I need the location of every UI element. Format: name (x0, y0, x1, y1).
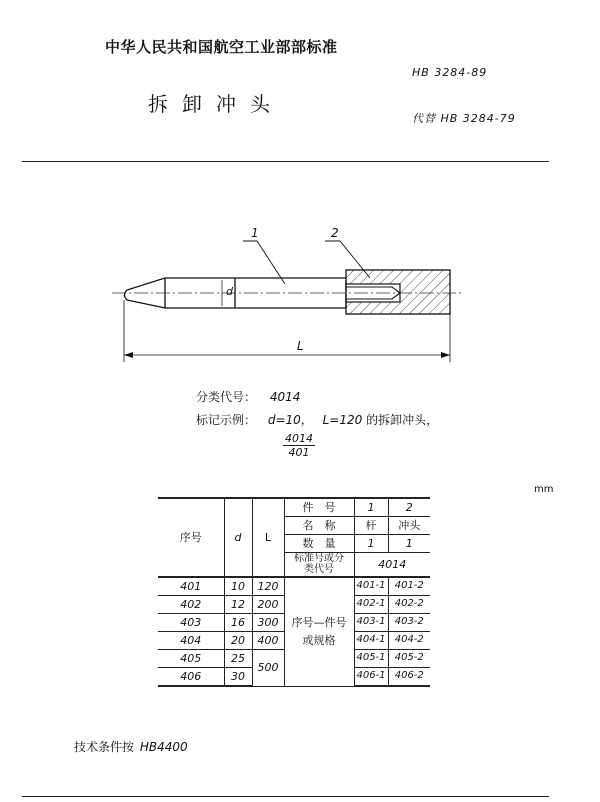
dim-L-label: L (297, 339, 304, 353)
qty-label: 数 量 (284, 535, 354, 553)
fraction-numerator: 4014 (285, 432, 313, 445)
header-L: L (252, 498, 284, 577)
table-row: 404 20 400 404-1 404-2 (158, 632, 430, 650)
standard-org: 中华人民共和国航空工业部部标准 (105, 38, 338, 56)
qty-2: 1 (388, 535, 430, 553)
table-row: 401 10 120 序号—件号 或规格 401-1 401-2 (158, 577, 430, 596)
name-2: 冲头 (388, 517, 430, 535)
table-row: 403 16 300 403-1 403-2 (158, 614, 430, 632)
mark-d: d=10， (267, 413, 313, 427)
table-row: 406 30 406-1 406-2 (158, 668, 430, 687)
mark-label: 标记示例： (196, 413, 257, 427)
class-label: 分类代号： (196, 390, 257, 404)
header-d: d (224, 498, 252, 577)
mark-example-line (196, 411, 438, 428)
part-no-2: 2 (388, 498, 430, 517)
part-label-1: 1 (251, 226, 259, 240)
document-title: 拆卸冲头 (148, 92, 284, 116)
header-seq: 序号 (158, 498, 224, 577)
class-code-line (196, 388, 300, 405)
part-no-1: 1 (354, 498, 388, 517)
fraction-denominator: 401 (288, 446, 310, 459)
part-label-2: 2 (331, 226, 339, 240)
punch-head-part (346, 270, 450, 314)
spec-note: 序号—件号 或规格 (284, 577, 354, 686)
name-1: 杆 (354, 517, 388, 535)
tech-label: 技术条件按 (74, 740, 135, 754)
footer-rule (22, 796, 549, 797)
mark-text: 的拆卸冲头， (366, 413, 439, 427)
tech-code: HB4400 (139, 740, 188, 754)
table-row: 402 12 200 402-1 402-2 (158, 596, 430, 614)
name-label: 名 称 (284, 517, 354, 535)
std-value: 4014 (354, 553, 430, 578)
spec-table (158, 497, 430, 687)
qty-1: 1 (354, 535, 388, 553)
mark-L: L=120 (322, 413, 363, 427)
class-code: 4014 (269, 390, 301, 404)
replaces-code: 代替 HB 3284-79 (412, 112, 516, 125)
std-label: 标准号或分类代号 (284, 553, 354, 578)
table-row: 405 25 500 405-1 405-2 (158, 650, 430, 668)
part-no-label: 件 号 (284, 498, 354, 517)
standard-code: HB 3284-89 (412, 66, 488, 79)
tech-conditions (74, 738, 188, 755)
dim-d-label: d (226, 285, 233, 298)
unit-label: mm (534, 484, 554, 495)
mark-fraction (283, 432, 315, 459)
